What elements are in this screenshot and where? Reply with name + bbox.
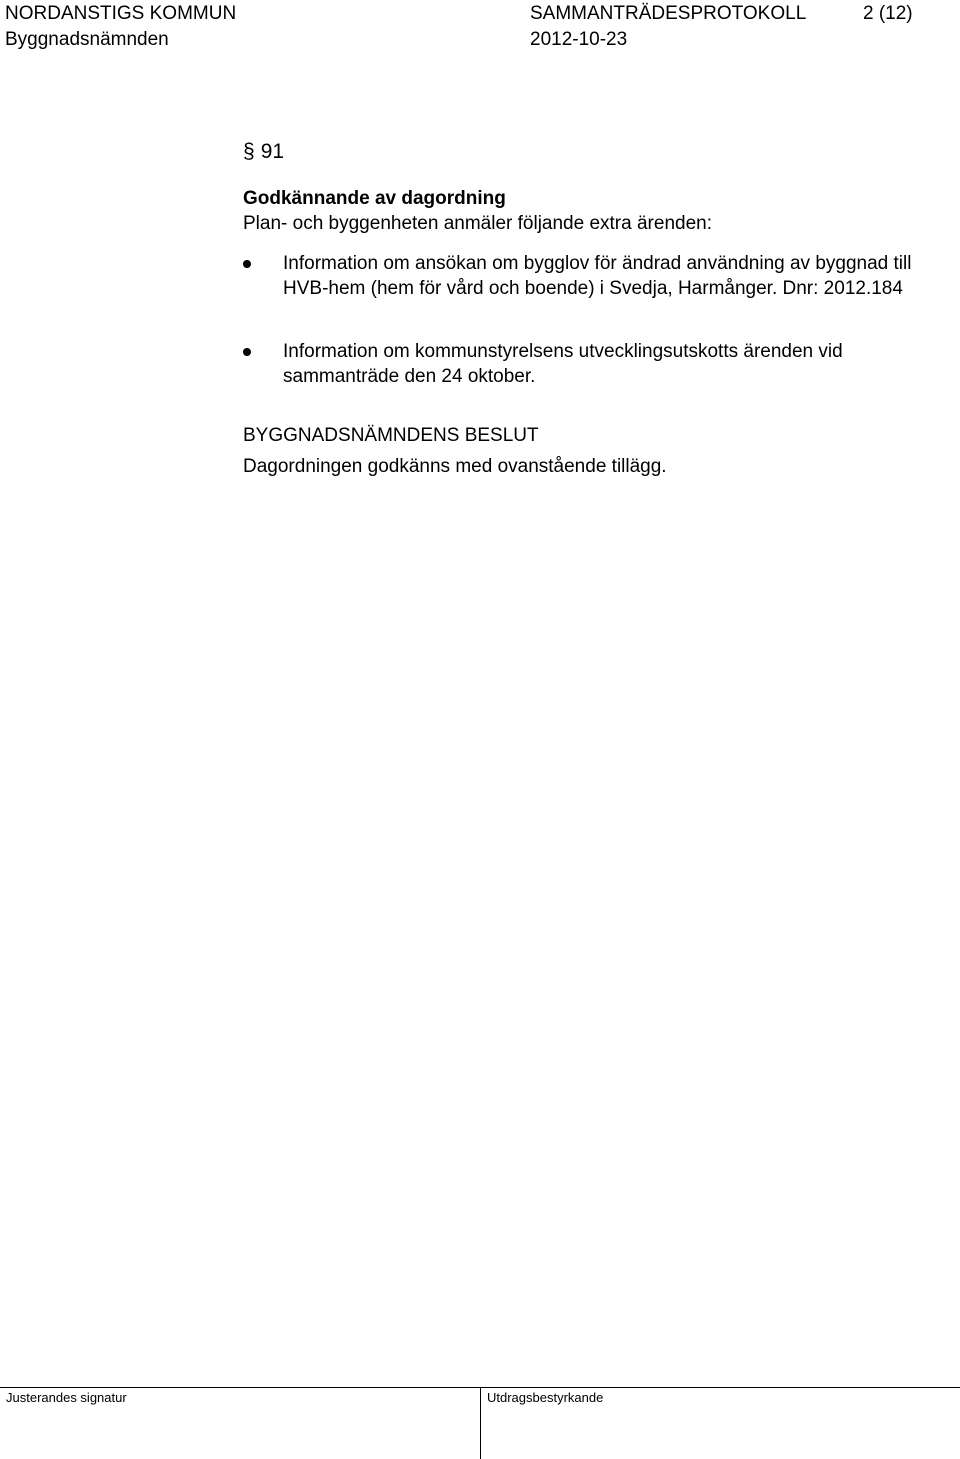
- bullet-icon: [243, 260, 251, 268]
- decision-heading: BYGGNADSNÄMNDENS BESLUT: [243, 425, 539, 446]
- meeting-date: 2012-10-23: [530, 29, 628, 50]
- paragraph-sign: §: [243, 140, 255, 163]
- agenda-intro: Plan- och byggenheten anmäler följande extra ärenden:: [243, 213, 712, 234]
- certification-label: Utdragsbestyrkande: [487, 1390, 604, 1405]
- page-number: 2 (12): [863, 3, 913, 24]
- document-type: SAMMANTRÄDESPROTOKOLL: [530, 3, 807, 24]
- bullet-icon: [243, 348, 251, 356]
- section-number-value: 91: [260, 140, 285, 163]
- signature-label: Justerandes signatur: [6, 1390, 127, 1405]
- org-name: NORDANSTIGS KOMMUN: [5, 3, 237, 24]
- list-item-text: Information om ansökan om bygglov för ändrad användning av byggnad till HVB-hem (hem för vård och boende) i Svedja, Harmånger. Dnr: 2012.184: [283, 253, 912, 299]
- list-item-text: Information om kommunstyrelsens utvecklingsutskotts ärenden vid sammanträde den 24 oktober.: [283, 341, 843, 387]
- section-number: [243, 139, 284, 165]
- footer-divider: [480, 1387, 481, 1459]
- committee-name: Byggnadsnämnden: [5, 29, 169, 50]
- agenda-heading: Godkännande av dagordning: [243, 188, 506, 209]
- decision-text: Dagordningen godkänns med ovanstående tillägg.: [243, 456, 667, 477]
